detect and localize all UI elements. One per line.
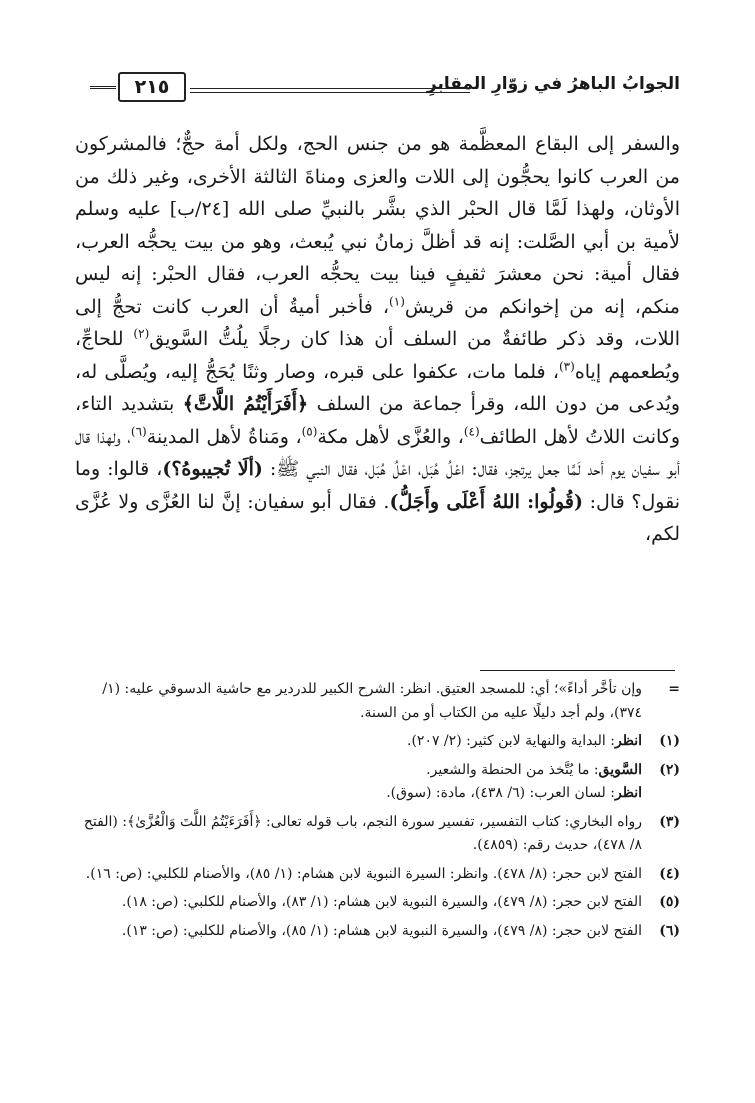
quran-quote: ﴿أَفَرَأَيْتُمُ اللَّاتَّ﴾ <box>182 393 309 415</box>
text-segment: والسفر إلى البقاع المعظَّمة هو من جنس الحج، ولكل أمة حجٌّ؛ فالمشركون من العرب كانوا يحجُّون إلى اللات والعزى ومناةَ الثالثة الأخرى، وغير ذلك من الأوثان، ولهذا لَمَّا قال الحبْر الذي بشَّر بالنبيِّ صلى الله [٢٤/ب] عليه وسلم لأمية بن أبي الصَّلت: إنه قد أظلَّ زمانُ نبي يُبعث، وهو من بيت يحجُّه العرب، فقال أمية: نحن معشرَ ثقيفٍ فينا بيت يحجُّه العرب، فقال الحبْر: إنه ليس منكم، إنه من إخوانكم من قريش <box>75 133 681 318</box>
footnote-text <box>75 730 642 754</box>
footnote-number: (٣) <box>659 813 680 830</box>
footnote-separator <box>480 670 675 671</box>
footnote-number: (١) <box>659 733 680 749</box>
footnote-ref: (٢) <box>133 326 150 341</box>
text-segment: بتشديد التاء، وكانت اللاتُ لأهل الطائف <box>75 393 680 448</box>
footnote-3 <box>75 811 680 858</box>
footnote-text <box>75 759 642 783</box>
footnote-4 <box>75 863 680 887</box>
header-rule <box>190 88 470 93</box>
footnote-text <box>75 782 642 806</box>
footnote-text: وإن تأخَّر أداءً»؛ أي: للمسجد العتيق. انظر: الشرح الكبير للدردير مع حاشية الدسوقي عليه: (١/ ٣٧٤)، ولم أجد دليلًا عليه من الكتاب أو من السنة. <box>102 681 642 721</box>
footnote-continuation <box>75 678 680 725</box>
text-segment: ، والعُزَّى لأهل مكة <box>317 425 464 448</box>
footnote-text: الفتح لابن حجر: (٨/ ٤٧٩)، والسيرة النبوية لابن هشام: (١/ ٨٣)، والأصنام للكلبي: (ص: ١٨). <box>121 894 642 910</box>
footnote-number: = <box>668 681 680 697</box>
book-title: الجوابُ الباهرُ في زوّارِ المقابرِ <box>426 74 680 94</box>
text-segment: للحاجِّ، ويُطعمهم إياه <box>75 328 680 383</box>
footnote-body: : البداية والنهاية لابن كثير: (٢/ ٢٠٧). <box>407 733 615 749</box>
main-paragraph <box>75 128 680 551</box>
main-text <box>75 128 680 551</box>
footnote-number: (٥) <box>659 894 680 910</box>
footnote-5 <box>75 891 680 915</box>
text-segment: ، فلما مات، عكفوا على قبره، وصار وثنًا يُحَجُّ إليه، ويُصلَّى له، ويُدعى من دون الله، وقرأ جماعة من السلف <box>75 360 681 415</box>
footnote-number: (٦) <box>659 922 680 939</box>
footnote-ref: (٥) <box>301 424 318 439</box>
footnote-text: الفتح لابن حجر: (٨/ ٤٧٨). وانظر: السيرة النبوية لابن هشام: (١/ ٨٥)، والأصنام للكلبي: (ص: ١٦). <box>85 865 642 882</box>
text-segment: . فقال أبو سفيان: إنَّ لنا العُزَّى ولا عُزَّى لكم، <box>75 490 680 545</box>
hadith-quote: (ألَا تُجيبوهُ؟) <box>162 458 263 480</box>
footnote-2 <box>75 759 680 806</box>
text-segment: ، ولهذا قال أبو سفيان يوم أحد لَمَّا جعل يرتجز، فقال: اعْلُ هُبَل، اعْلُ هُبَل، فقال النبي ﷺ: <box>75 425 680 480</box>
page-number-rule <box>90 86 116 89</box>
footnote-ref: (٤) <box>463 424 480 439</box>
text-segment: ، فأخبر أميةُ أن العرب كانت تحجُّ إلى اللات، وقد ذكر طائفةٌ من السلف أن هذا كان رجلًا يلُتُّ السَّويق <box>75 295 680 350</box>
footnote-1 <box>75 730 680 754</box>
footnote-body: : ما يُتَّخذ من الحنطة والشعير. <box>426 761 599 778</box>
footnote-lead: السَّويق <box>598 761 642 778</box>
footnote-lead: انظر <box>615 785 642 801</box>
footnote-ref: (٣) <box>558 359 575 374</box>
footnote-6 <box>75 920 680 944</box>
footnote-text: رواه البخاري: كتاب التفسير، تفسير سورة النجم، باب قوله تعالى: ﴿أَفَرَءَيْتُمُ اللَّتَ وَالْعُزَّىٰ﴾: (الفتح ٨/ ٤٧٨)، حديث رقم: (٤٨٥٩). <box>83 813 642 853</box>
hadith-quote: (قُولُوا: اللهُ أَعْلَى وأَجَلُّ) <box>389 490 583 513</box>
footnote-number: (٤) <box>659 865 680 882</box>
footnote-number: (٢) <box>659 761 680 778</box>
text-segment: ، ومَناةُ لأهل المدينة <box>146 425 302 448</box>
text-segment: ، قالوا: وما نقول؟ قال: <box>75 458 680 513</box>
page-number: ٢١٥ <box>118 72 186 102</box>
footnote-ref: (١) <box>389 294 405 309</box>
footnote-body: : لسان العرب: (٦/ ٤٣٨)، مادة: (سوق). <box>386 785 615 801</box>
footnote-ref: (٦) <box>130 424 147 439</box>
footnotes <box>75 678 680 943</box>
footnote-lead: انظر <box>615 733 642 749</box>
page-header <box>90 66 680 106</box>
footnote-text: الفتح لابن حجر: (٨/ ٤٧٩)، والسيرة النبوية لابن هشام: (١/ ٨٥)، والأصنام للكلبي: (ص: ١٣). <box>121 922 642 939</box>
